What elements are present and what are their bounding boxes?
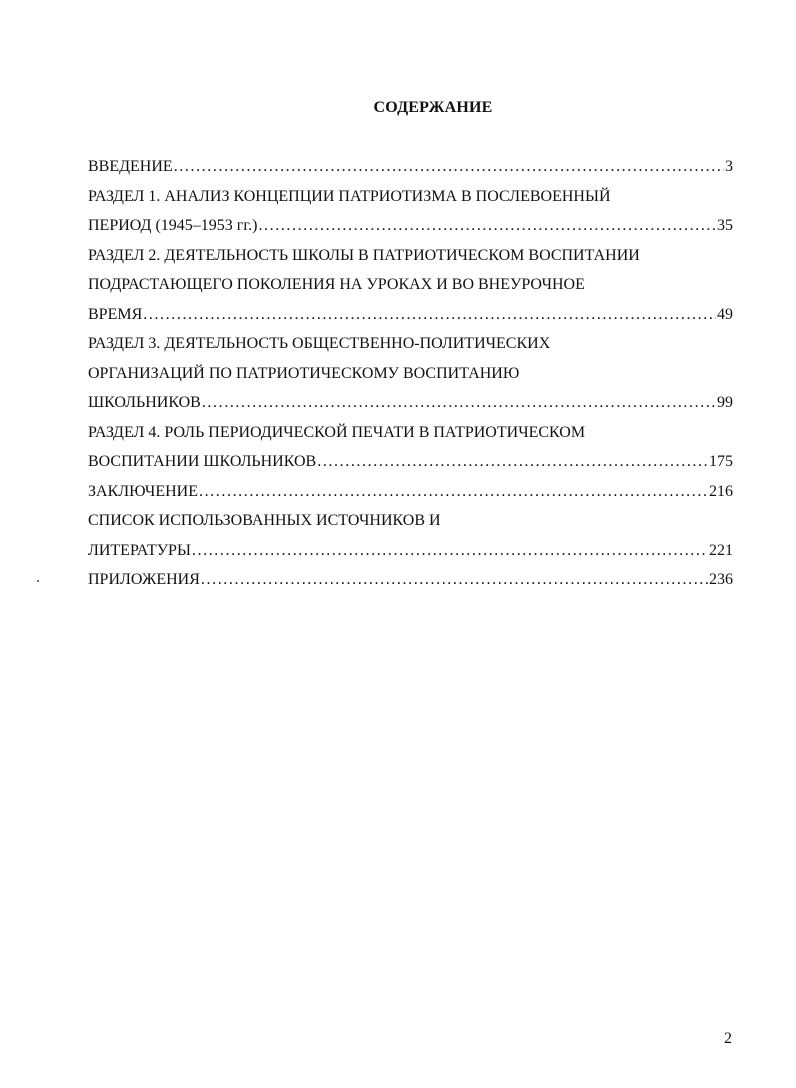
toc-entry-final-line [88,447,733,477]
scan-speck [37,580,39,582]
dot-leader [317,447,708,477]
toc-entry [88,182,733,241]
toc-entry-title: ПЕРИОД (1945–1953 гг.) [88,217,258,234]
dot-leader [199,477,708,507]
toc-entry-final-line [88,477,733,507]
toc-entry [88,506,733,565]
toc-entry-title: ВРЕМЯ [88,305,143,323]
toc-entry-title: ЗАКЛЮЧЕНИЕ [88,482,198,500]
dot-leader [202,388,716,418]
toc-page-number: 3 [725,158,733,175]
toc-entry-final-line [88,211,733,241]
toc-entry [88,477,733,507]
toc-entry-line: СПИСОК ИСПОЛЬЗОВАННЫХ ИСТОЧНИКОВ И [88,512,441,529]
toc-entry [88,329,733,418]
toc-page-number: 236 [709,571,733,588]
toc-entry-final-line [88,152,733,182]
toc-entry-line: РАЗДЕЛ 4. РОЛЬ ПЕРИОДИЧЕСКОЙ ПЕЧАТИ В ПАТРИОТИЧЕСКОМ [88,423,586,441]
table-of-contents [88,152,733,595]
dot-leader [174,152,724,182]
toc-page-number: 49 [717,305,733,323]
toc-entry-line: РАЗДЕЛ 2. ДЕЯТЕЛЬНОСТЬ ШКОЛЫ В ПАТРИОТИЧЕСКОМ ВОСПИТАНИИ [88,246,640,264]
dot-leader [143,300,716,330]
dot-leader [192,536,708,566]
page-number: 2 [724,1030,732,1047]
toc-page-number: 216 [709,482,733,500]
toc-entry [88,418,733,477]
toc-page-number: 221 [709,541,733,559]
toc-entry-final-line [88,565,733,595]
toc-entry [88,565,733,595]
toc-entry [88,241,733,330]
toc-entry-final-line [88,388,733,418]
toc-entry-line: ПОДРАСТАЮЩЕГО ПОКОЛЕНИЯ НА УРОКАХ И ВО ВНЕУРОЧНОЕ [88,276,585,293]
toc-entry-final-line [88,300,733,330]
toc-entry-title: ЛИТЕРАТУРЫ [88,541,191,559]
toc-entry-final-line [88,536,733,566]
toc-page-number: 99 [717,394,733,411]
toc-entry-title: ВОСПИТАНИИ ШКОЛЬНИКОВ [88,453,317,470]
toc-page-number: 35 [717,217,733,234]
toc-entry-title: ШКОЛЬНИКОВ [88,394,201,411]
toc-entry-line: РАЗДЕЛ 3. ДЕЯТЕЛЬНОСТЬ ОБЩЕСТВЕННО-ПОЛИТИЧЕСКИХ [88,335,551,352]
toc-entry-title: ПРИЛОЖЕНИЯ [88,571,200,588]
toc-entry [88,152,733,182]
toc-entry-title: ВВЕДЕНИЕ [88,158,173,175]
toc-entry-line: ОРГАНИЗАЦИЙ ПО ПАТРИОТИЧЕСКОМУ ВОСПИТАНИЮ [88,364,520,382]
dot-leader [258,211,716,241]
page-title: СОДЕРЖАНИЕ [373,99,493,116]
toc-page-number: 175 [709,453,733,470]
toc-entry-line: РАЗДЕЛ 1. АНАЛИЗ КОНЦЕПЦИИ ПАТРИОТИЗМА В ПОСЛЕВОЕННЫЙ [88,187,611,205]
dot-leader [201,565,708,595]
